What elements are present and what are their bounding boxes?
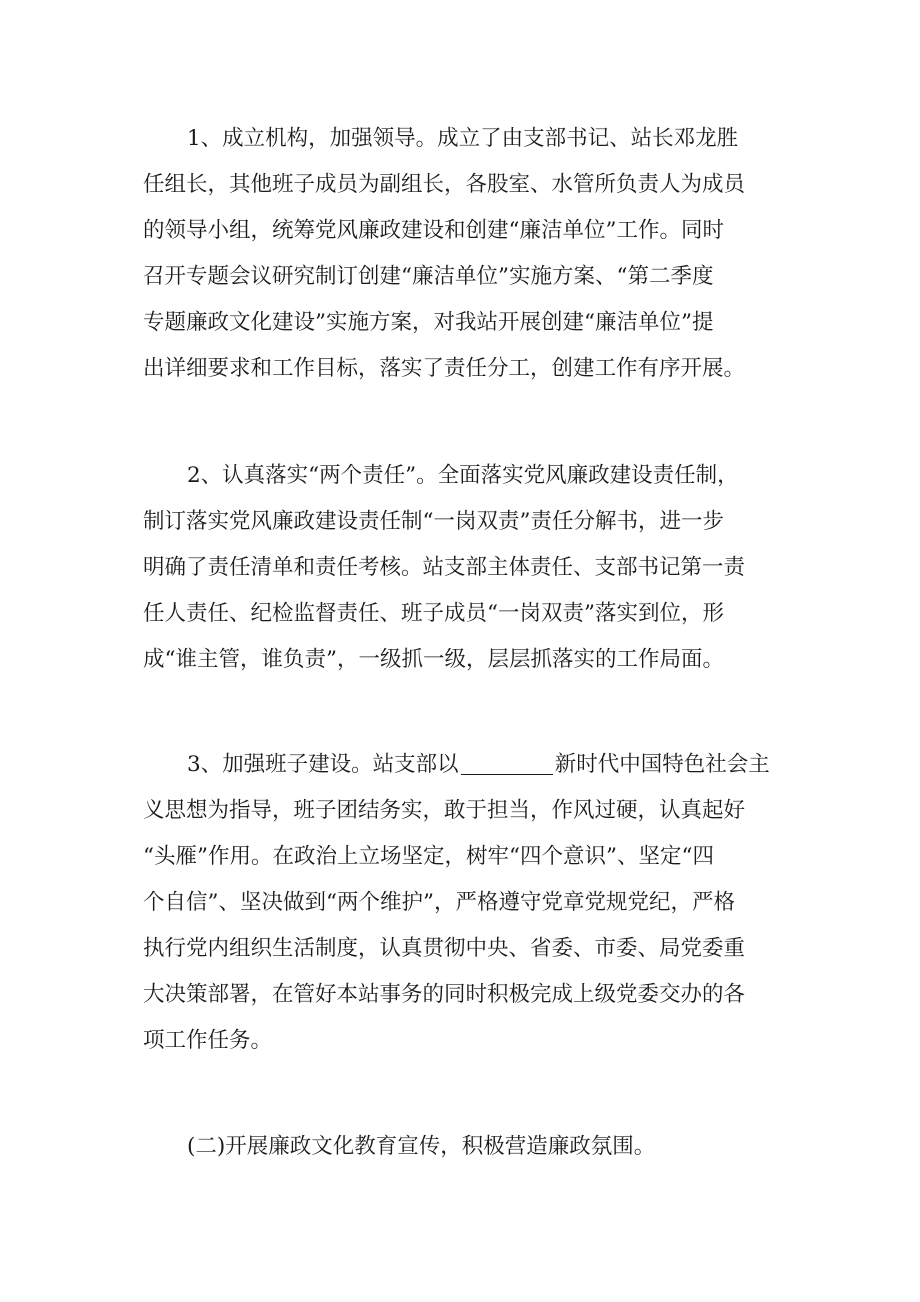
paragraph-line: 义思想为指导，班子团结务实，敢于担当，作风过硬，认真起好	[143, 798, 746, 823]
paragraph-line: 大决策部署，在管好本站事务的同时积极完成上级党委交办的各	[143, 982, 746, 1007]
paragraph-line: 专题廉政文化建设”实施方案，对我站开展创建“廉洁单位”提	[143, 310, 714, 335]
section-heading	[143, 1124, 803, 1170]
paragraph-line: 任组长，其他班子成员为副组长，各股室、水管所负责人为成员	[143, 172, 746, 197]
paragraph-line: 执行党内组织生活制度，认真贯彻中央、省委、市委、局党委重	[143, 936, 746, 961]
paragraph-3	[143, 742, 803, 1064]
paragraph-line: 明确了责任清单和责任考核。站支部主体责任、支部书记第一责	[143, 555, 746, 580]
paragraph-line: 2、认真落实“两个责任”。全面落实党风廉政建设责任制，	[187, 463, 739, 488]
paragraph-line: 个自信”、坚决做到“两个维护”，严格遵守党章党规党纪，严格	[143, 890, 735, 915]
paragraph-line: 制订落实党风廉政建设责任制“一岗双责”责任分解书，进一步	[143, 509, 724, 534]
section-heading-text: (二)开展廉政文化教育宣传，积极营造廉政氛围。	[187, 1134, 656, 1159]
paragraph-text: 3、加强班子建设。站支部以	[187, 752, 459, 777]
paragraph-line: 1、成立机构，加强领导。成立了由支部书记、站长邓龙胜	[187, 126, 739, 151]
paragraph-2	[143, 453, 803, 683]
paragraph-line: 项工作任务。	[143, 1028, 273, 1053]
paragraph-line	[143, 742, 803, 788]
paragraph-line: 任人责任、纪检监督责任、班子成员“一岗双责”落实到位，形	[143, 601, 724, 626]
paragraph-text: 新时代中国特色社会主	[554, 752, 770, 777]
blank-underline	[461, 750, 553, 775]
paragraph-1	[143, 116, 803, 392]
paragraph-line: 的领导小组，统筹党风廉政建设和创建“廉洁单位”工作。同时	[143, 218, 724, 243]
paragraph-line: 召开专题会议研究制订创建“廉洁单位”实施方案、“第二季度	[143, 264, 714, 289]
paragraph-line: “头雁”作用。在政治上立场坚定，树牢“四个意识”、坚定“四	[143, 844, 714, 869]
paragraph-line: 出详细要求和工作目标，落实了责任分工，创建工作有序开展。	[143, 356, 746, 381]
paragraph-line: 成“谁主管，谁负责”，一级抓一级，层层抓落实的工作局面。	[143, 647, 724, 672]
